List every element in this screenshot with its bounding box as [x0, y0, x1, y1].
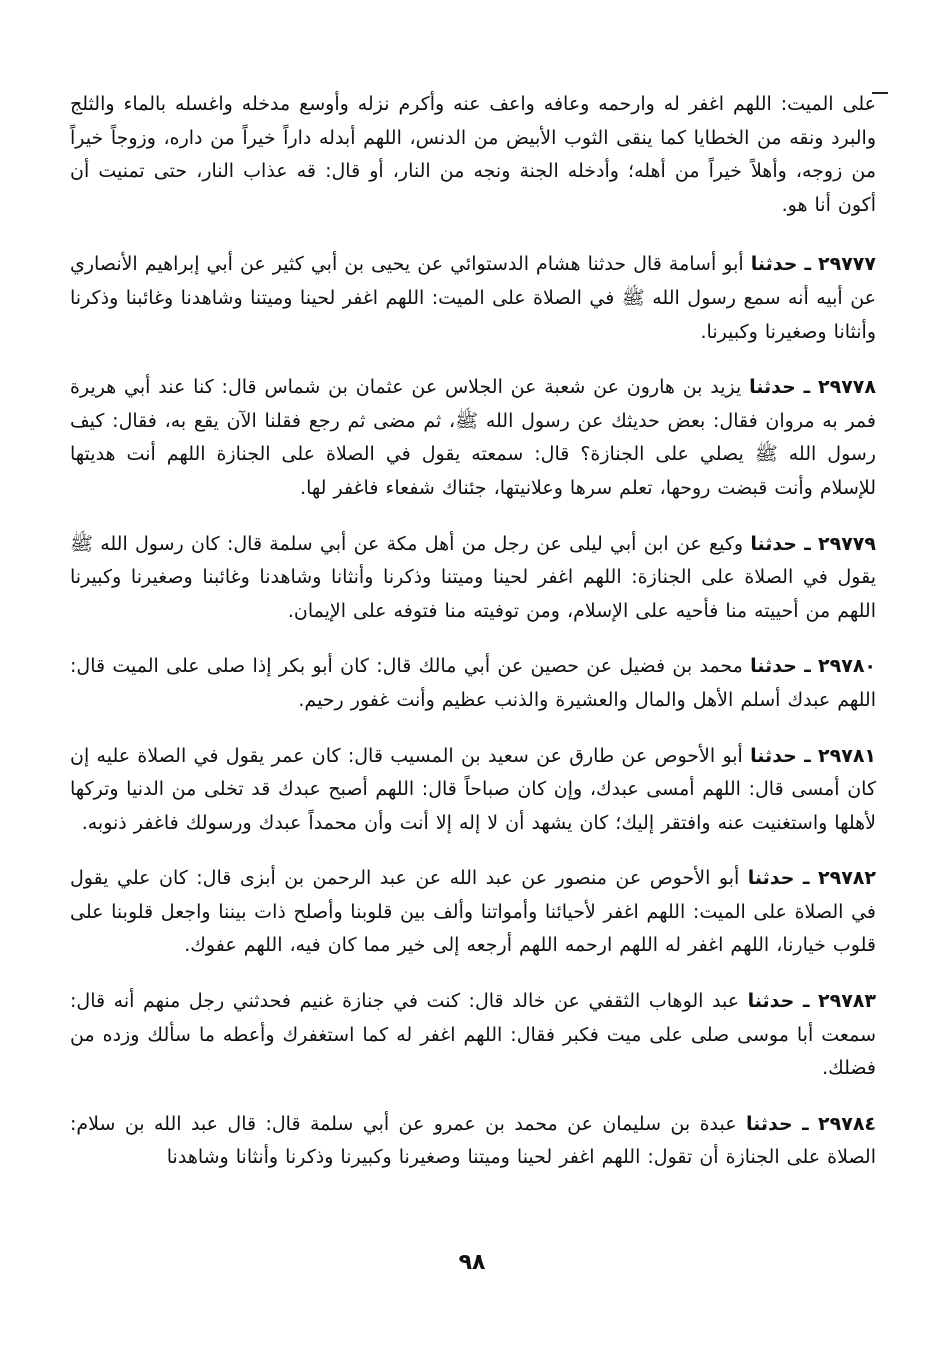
paragraph-text: محمد بن فضيل عن حصين عن أبي مالك قال: كان أبو بكر إذا صلى على الميت قال: اللهم عبدك أسلم الأهل والمال والعشيرة والذنب عظيم وأنت غفور رحيم. [70, 655, 876, 711]
separator-dash: ـ [803, 867, 810, 890]
separator-dash: ـ [804, 253, 811, 276]
paragraph-text: عبد الوهاب الثقفي عن خالد قال: كنت في جنازة غنيم فحدثني رجل منهم أنه قال: سمعت أبا موسى صلى على ميت فكبر فقال: اللهم اغفر له كما استغفرك وأعطه ما سألك وزده من فضلك. [70, 990, 876, 1080]
narration-word: حدثنا [750, 744, 797, 767]
narration-word: حدثنا [746, 1112, 793, 1135]
hadith-number: ٢٩٧٧٨ [818, 376, 876, 399]
paragraph-text: أبو الأحوص عن طارق عن سعيد بن المسيب قال: كان عمر يقول في الصلاة عليه إن كان أمسى قال: اللهم أمسى عبدك، وإن كان صباحاً قال: اللهم أصبح عبدك قد تخلى من الدنيا وتركها لأهلها واستغنيت عنه وافتقر إليك؛ كان يشهد أن لا إله إلا أنت وأن محمداً عبدك ورسولك فاغفر ذنوبه. [70, 744, 876, 834]
narration-word: حدثنا [750, 253, 798, 276]
narration-word: حدثنا [749, 376, 796, 399]
hadith-29778 [70, 371, 876, 505]
separator-dash: ـ [802, 1112, 809, 1135]
hadith-number: ٢٩٧٨٠ [818, 655, 877, 678]
hadith-29784 [70, 1108, 876, 1175]
narration-word: حدثنا [750, 655, 797, 678]
separator-dash: ـ [803, 376, 811, 399]
paragraph-continuation [70, 88, 876, 222]
text-column [70, 88, 876, 1197]
hadith-29781 [70, 740, 876, 841]
paragraph-text: أبو الأحوص عن منصور عن عبد الله عن عبد الرحمن بن أبزى قال: كان علي يقول في الصلاة على الميت: اللهم اغفر لأحيائنا وأمواتنا وألف بين قلوبنا وأصلح ذات بيننا واجعل قلوبنا على قلوب خيارنا، اللهم اغفر له اللهم ارحمه اللهم أرجعه إلى خير مما كان فيه، اللهم عفوك. [70, 867, 876, 957]
separator-dash: ـ [804, 532, 811, 555]
hadith-29783 [70, 985, 876, 1086]
hadith-number: ٢٩٧٨٣ [818, 990, 876, 1013]
page-number: ٩٨ [458, 1250, 486, 1275]
separator-dash: ـ [804, 655, 811, 678]
separator-dash: ـ [802, 990, 810, 1013]
narration-word: حدثنا [747, 990, 795, 1013]
hadith-29779 [70, 528, 876, 629]
paragraph-text: عبدة بن سليمان عن محمد بن عمرو عن أبي سلمة قال: قال عبد الله بن سلام: الصلاة على الجنازة أن تقول: اللهم اغفر لحينا وميتنا وصغيرنا وكبيرنا وذكرنا وأنثانا وشاهدنا [70, 1112, 876, 1169]
hadith-29782 [70, 862, 876, 963]
paragraph-text: أبو أسامة قال حدثنا هشام الدستوائي عن يحيى بن أبي كثير عن أبي إبراهيم الأنصاري عن أبيه أنه سمع رسول الله ﷺ في الصلاة على الميت: اللهم اغفر لحينا وميتنا وشاهدنا وغائبنا وذكرنا وأنثانا وصغيرنا وكبيرنا. [70, 253, 876, 343]
paragraph-text: وكيع عن ابن أبي ليلى عن رجل من أهل مكة عن أبي سلمة قال: كان رسول الله ﷺ يقول في الصلاة على الجنازة: اللهم اغفر لحينا وميتنا وذكرنا وأنثانا وشاهدنا وغائبنا وصغيرنا وكبيرنا اللهم من أحييته منا فأحيه على الإسلام، ومن توفيته منا فتوفه على الإيمان. [70, 532, 876, 622]
paragraph-text: على الميت: اللهم اغفر له وارحمه وعافه واعف عنه وأكرم نزله وأوسع مدخله واغسله بالماء والثلج والبرد ونقه من الخطايا كما ينقى الثوب الأبيض من الدنس، اللهم أبدله داراً خيراً من داره، وزوجاً خيراً من زوجه، وأهلاً خيراً من أهله؛ وأدخله الجنة ونجه من النار، أو قال: قه عذاب النار، حتى تمنيت أن أكون أنا هو. [70, 93, 876, 216]
narration-word: حدثنا [747, 867, 795, 890]
hadith-number: ٢٩٧٧٧ [818, 253, 876, 276]
hadith-number: ٢٩٧٧٩ [818, 532, 876, 555]
hadith-number: ٢٩٧٨١ [818, 744, 877, 767]
hadith-29777 [70, 248, 876, 349]
narration-word: حدثنا [750, 532, 798, 555]
hadith-number: ٢٩٧٨٤ [818, 1112, 877, 1135]
hadith-number: ٢٩٧٨٢ [818, 867, 876, 890]
hadith-29780 [70, 650, 876, 717]
paragraph-text: يزيد بن هارون عن شعبة عن الجلاس عن عثمان بن شماس قال: كنا عند أبي هريرة فمر به مروان فقال: بعض حديثك عن رسول الله ﷺ، ثم مضى ثم رجع فقلنا الآن يقع به، فقال: كيف رسول الله ﷺ يصلي على الجنازة؟ قال: سمعته يقول في الصلاة على الجنازة اللهم أنت هديتها للإسلام وأنت قبضت روحها، تعلم سرها وعلانيتها، جئناك شفعاء فاغفر لها. [70, 376, 876, 499]
separator-dash: ـ [804, 744, 811, 767]
